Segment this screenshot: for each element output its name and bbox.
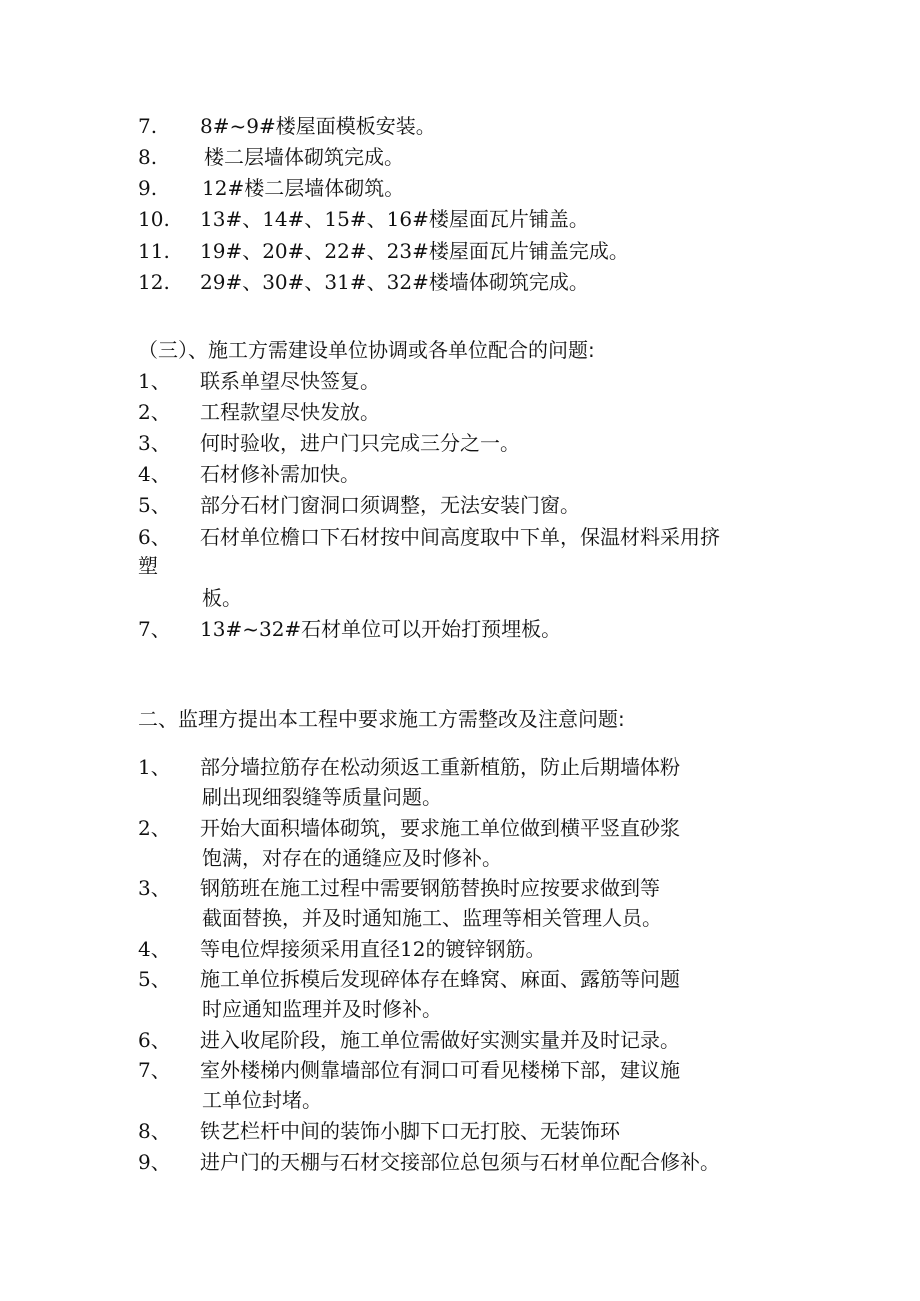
item-text: 楼二层墙体砌筑完成。 [204, 145, 404, 169]
item-text: 12#楼二层墙体砌筑。 [202, 176, 405, 200]
item-number: 1、 [138, 369, 171, 393]
item-text: 联系单望尽快签复。 [200, 369, 380, 393]
item-text: 开始大面积墙体砌筑，要求施工单位做到横平竖直砂浆 [200, 816, 680, 840]
item-text: 13#、14#、15#、16#楼屋面瓦片铺盖。 [200, 207, 589, 231]
item-continuation: 截面替换，并及时通知施工、监理等相关管理人员。 [202, 906, 662, 930]
item-text: 部分石材门窗洞口须调整，无法安装门窗。 [200, 493, 580, 517]
item-number: 7、 [138, 617, 171, 641]
item-text: 铁艺栏杆中间的装饰小脚下口无打胶、无装饰环 [200, 1119, 620, 1143]
item-number: 4、 [138, 462, 171, 486]
item-text: 石材单位檐口下石材按中间高度取中下单，保温材料采用挤 [200, 525, 720, 549]
item-text: 石材修补需加快。 [200, 462, 360, 486]
item-wrap-text: 塑 [138, 554, 158, 578]
item-text: 等电位焊接须采用直径12的镀锌钢筋。 [200, 937, 546, 961]
section-title: 二、监理方提出本工程中要求施工方需整改及注意问题: [138, 707, 625, 731]
item-number: 6、 [138, 1028, 171, 1052]
item-number: 9. [138, 176, 158, 200]
item-number: 3、 [138, 431, 171, 455]
item-continuation: 饱满，对存在的通缝应及时修补。 [202, 846, 502, 870]
item-number: 11. [138, 239, 170, 263]
item-text: 室外楼梯内侧靠墙部位有洞口可看见楼梯下部，建议施 [200, 1058, 680, 1082]
item-text: 何时验收，进户门只完成三分之一。 [200, 431, 520, 455]
item-continuation: 刷出现细裂缝等质量问题。 [202, 785, 442, 809]
section-title: （三）、施工方需建设单位协调或各单位配合的问题: [138, 338, 595, 362]
item-number: 12. [138, 270, 170, 294]
item-number: 6、 [138, 525, 171, 549]
item-text: 8#~9#楼屋面模板安装。 [200, 114, 436, 138]
item-continuation: 时应通知监理并及时修补。 [202, 997, 442, 1021]
item-continuation: 工单位封堵。 [202, 1088, 322, 1112]
item-number: 8、 [138, 1119, 171, 1143]
item-number: 1、 [138, 755, 171, 779]
item-text: 钢筋班在施工过程中需要钢筋替换时应按要求做到等 [200, 876, 660, 900]
item-number: 10. [138, 207, 170, 231]
item-number: 2、 [138, 400, 171, 424]
item-text: 部分墙拉筋存在松动须返工重新植筋，防止后期墙体粉 [200, 755, 680, 779]
item-number: 5、 [138, 967, 171, 991]
item-number: 4、 [138, 937, 171, 961]
item-text: 进户门的天棚与石材交接部位总包须与石材单位配合修补。 [200, 1150, 720, 1174]
item-text: 19#、20#、22#、23#楼屋面瓦片铺盖完成。 [200, 239, 629, 263]
item-text: 进入收尾阶段，施工单位需做好实测实量并及时记录。 [200, 1028, 680, 1052]
item-number: 7. [138, 114, 158, 138]
item-text: 29#、30#、31#、32#楼墙体砌筑完成。 [200, 270, 589, 294]
item-number: 2、 [138, 816, 171, 840]
item-number: 7、 [138, 1058, 171, 1082]
item-text: 13#~32#石材单位可以开始打预埋板。 [200, 617, 562, 641]
item-number: 5、 [138, 493, 171, 517]
item-text: 工程款望尽快发放。 [200, 400, 380, 424]
item-number: 9、 [138, 1150, 171, 1174]
item-number: 3、 [138, 876, 171, 900]
item-number: 8. [138, 145, 158, 169]
item-text: 施工单位拆模后发现碎体存在蜂窝、麻面、露筋等问题 [200, 967, 680, 991]
item-continuation: 板。 [202, 586, 242, 610]
